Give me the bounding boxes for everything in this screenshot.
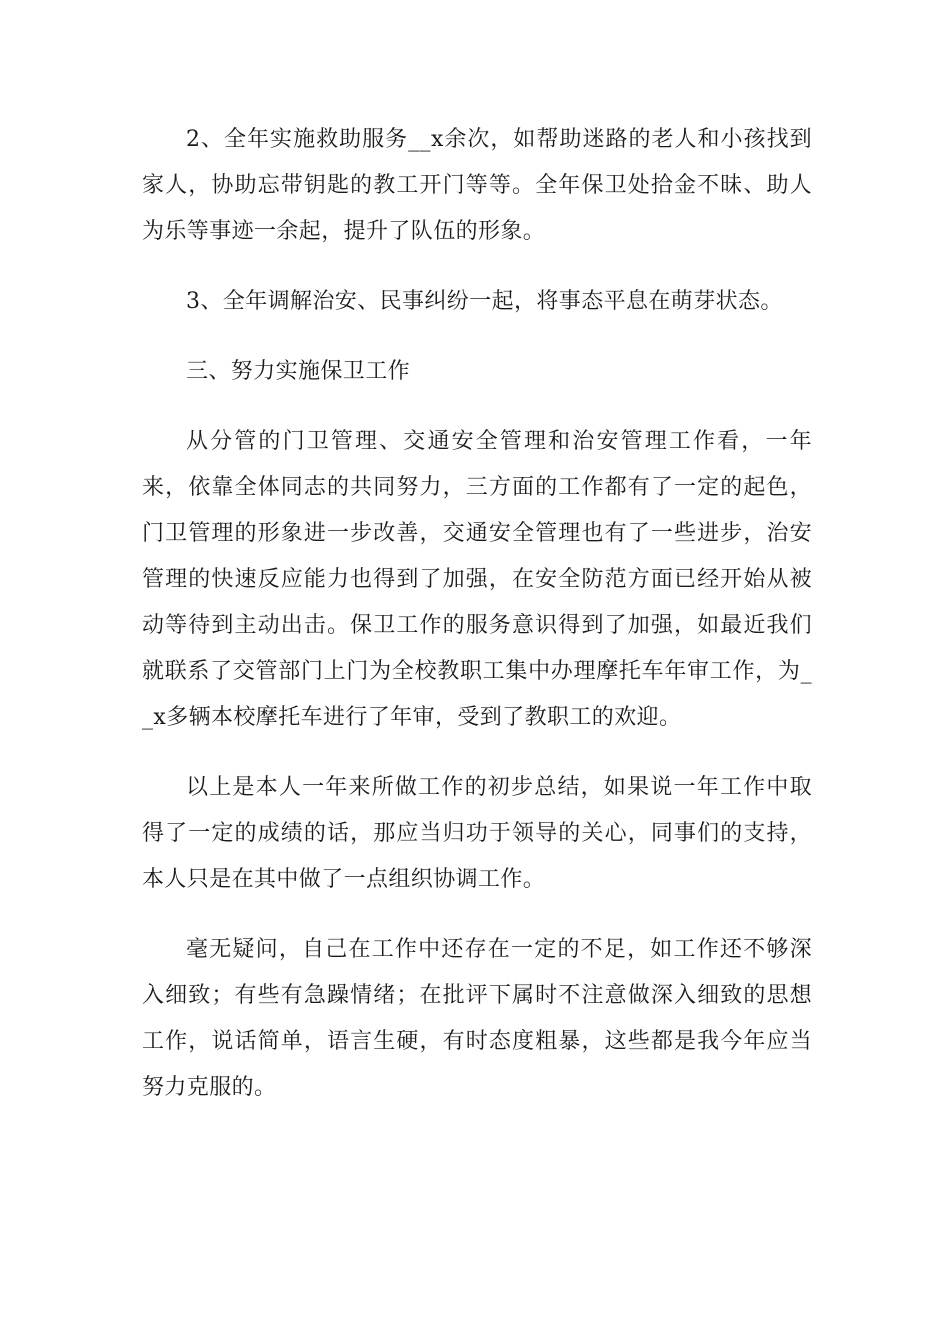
- paragraph-security-management: 从分管的门卫管理、交通安全管理和治安管理工作看，一年来，依靠全体同志的共同努力，三方面的工作都有了一定的起色，门卫管理的形象进一步改善，交通安全管理也有了一些进步，治安管理的快速反应能力也得到了加强，在安全防范方面已经开始从被动等待到主动出击。保卫工作的服务意识得到了加强，如最近我们就联系了交管部门上门为全校教职工集中办理摩托车年审工作，为__x多辆本校摩托车进行了年审，受到了教职工的欢迎。: [142, 429, 812, 730]
- paragraph-shortcomings: 毫无疑问，自己在工作中还存在一定的不足，如工作还不够深入细致；有些有急躁情绪；在批评下属时不注意做深入细致的思想工作，说话简单，语言生硬，有时态度粗暴，这些都是我今年应当努力克服的。: [142, 937, 812, 1100]
- section-heading-security-work: 三、努力实施保卫工作: [186, 359, 411, 384]
- paragraph-summary: 以上是本人一年来所做工作的初步总结，如果说一年工作中取得了一定的成绩的话，那应当归功于领导的关心，同事们的支持，本人只是在其中做了一点组织协调工作。: [142, 775, 812, 892]
- document-body: [142, 117, 812, 1135]
- paragraph-dispute-mediation: 3、全年调解治安、民事纠纷一起，将事态平息在萌芽状态。: [186, 289, 783, 314]
- paragraph-rescue-services: 2、全年实施救助服务__x余次，如帮助迷路的老人和小孩找到家人，协助忘带钥匙的教工开门等等。全年保卫处拾金不昧、助人为乐等事迹一余起，提升了队伍的形象。: [142, 127, 812, 244]
